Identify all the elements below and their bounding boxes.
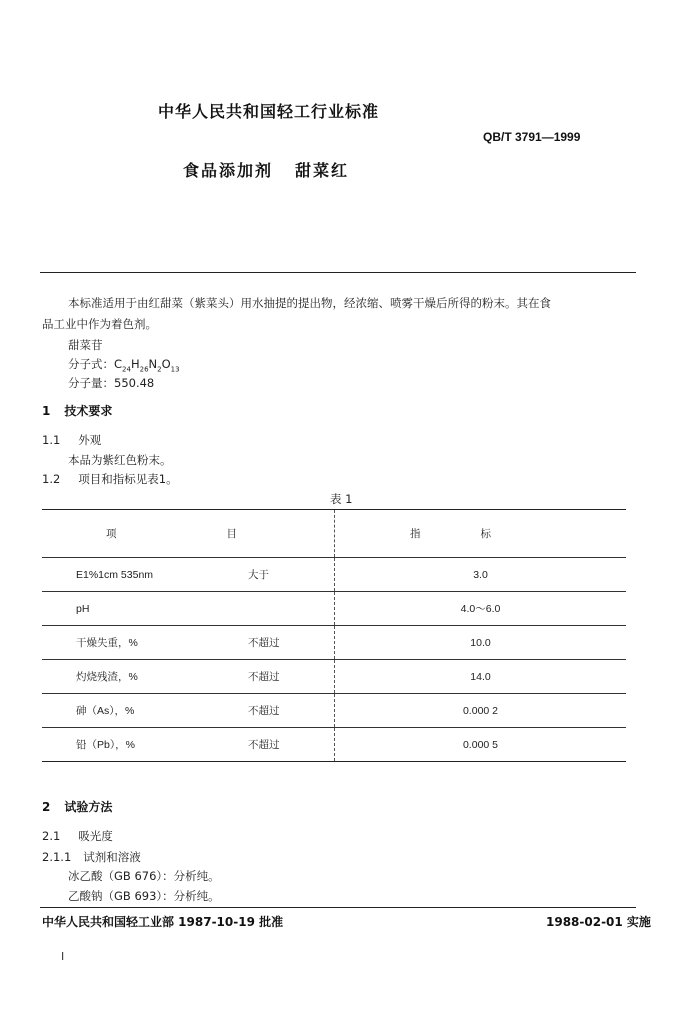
row-item: E1%1cm 535nm xyxy=(42,558,248,592)
row-value: 4.0～6.0 xyxy=(335,592,627,626)
standard-number: QB/T 3791—1999 xyxy=(483,130,581,144)
table-header-row xyxy=(42,510,626,558)
document-title-part1: 食品添加剂 xyxy=(183,161,274,180)
reagent-sodium-acetate: 乙酸钠（GB 693）：分析纯。 xyxy=(68,889,220,903)
row-limit: 大于 xyxy=(248,558,335,592)
appearance-text: 本品为紫红色粉末。 xyxy=(68,453,172,467)
header-value-cell: 指标 xyxy=(335,510,627,558)
section1-heading: 1 技术要求 xyxy=(42,404,113,418)
table-row xyxy=(42,626,626,660)
row-item: 铅（Pb），% xyxy=(42,728,248,762)
reagent-acetic-acid: 冰乙酸（GB 676）：分析纯。 xyxy=(68,869,220,883)
row-limit: 不超过 xyxy=(248,728,335,762)
row-item: 干燥失重，% xyxy=(42,626,248,660)
table-row xyxy=(42,592,626,626)
molecular-weight xyxy=(68,375,154,391)
section1-1-heading: 1.1 外观 xyxy=(42,433,102,447)
formula-label: 分子式： xyxy=(68,357,114,371)
table-row xyxy=(42,558,626,592)
row-value: 0.000 5 xyxy=(335,728,627,762)
standard-category-title: 中华人民共和国轻工行业标准 xyxy=(158,102,380,121)
row-limit: 不超过 xyxy=(248,694,335,728)
header-item-cell: 项 目 xyxy=(42,510,335,558)
row-item: pH xyxy=(42,592,248,626)
page-mark: I xyxy=(61,950,65,963)
section2-1-heading: 2.1 吸光度 xyxy=(42,829,113,843)
mw-value: 550.48 xyxy=(114,376,155,390)
section2-1-1-heading: 2.1.1 试剂和溶液 xyxy=(42,850,141,864)
section2-heading: 2 试验方法 xyxy=(42,800,113,814)
row-item: 砷（As），% xyxy=(42,694,248,728)
row-limit: 不超过 xyxy=(248,660,335,694)
intro-paragraph-line1: 本标准适用于由红甜菜（紫菜头）用水抽提的提出物，经浓缩、喷雾干燥后所得的粉末。其在食 xyxy=(68,296,551,310)
table-row xyxy=(42,694,626,728)
row-value: 3.0 xyxy=(335,558,627,592)
molecular-formula: 分子式：$C_{24}H_{26}N_2O_{13}$ xyxy=(68,357,180,374)
row-value: 10.0 xyxy=(335,626,627,660)
row-value: 14.0 xyxy=(335,660,627,694)
table-row xyxy=(42,728,626,762)
compound-name: 甜菜苷 xyxy=(68,338,103,352)
bottom-divider xyxy=(40,907,636,908)
document-title-part2: 甜菜红 xyxy=(295,161,350,180)
table-caption: 表 1 xyxy=(330,492,353,506)
section1-2-text: 1.2 项目和指标见表1。 xyxy=(42,472,178,486)
row-limit: 不超过 xyxy=(248,626,335,660)
effective-date: 1988-02-01 实施 xyxy=(546,915,651,929)
row-value: 0.000 2 xyxy=(335,694,627,728)
table-row xyxy=(42,660,626,694)
intro-paragraph-line2: 品工业中作为着色剂。 xyxy=(42,317,157,331)
approval-line: 中华人民共和国轻工业部 1987-10-19 批准 xyxy=(42,915,284,929)
row-item: 灼烧残渣，% xyxy=(42,660,248,694)
mw-label: 分子量： xyxy=(68,376,114,390)
specification-table xyxy=(42,509,626,762)
row-limit xyxy=(248,592,335,626)
top-divider xyxy=(40,272,636,273)
document-title xyxy=(183,158,349,181)
